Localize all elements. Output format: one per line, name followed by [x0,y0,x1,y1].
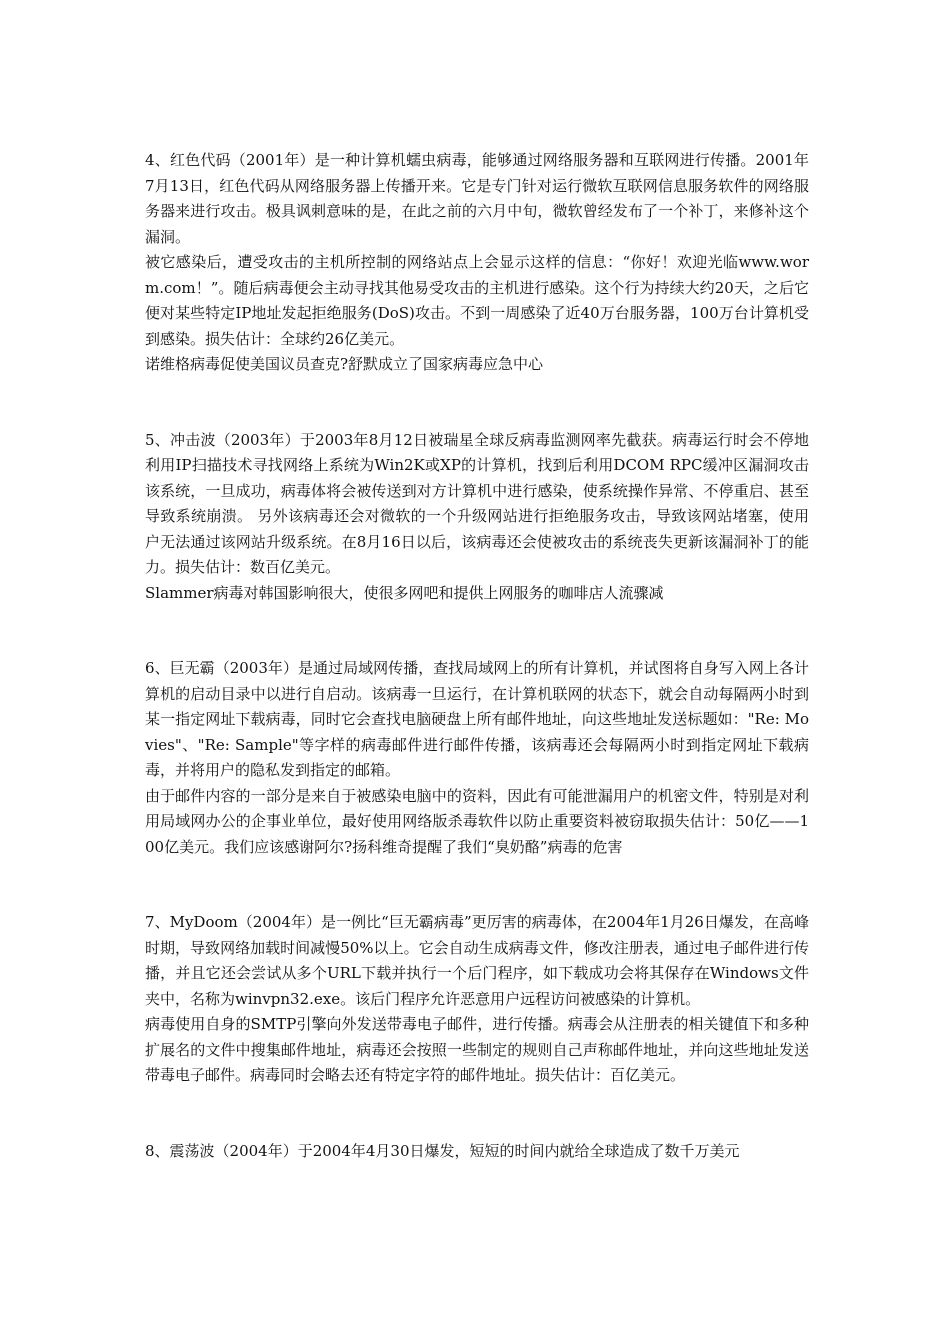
paragraph: 7、MyDoom（2004年）是一例比“巨无霸病毒”更厉害的病毒体，在2004年1月26日爆发，在高峰时期，导致网络加载时间减慢50%以上。它会自动生成病毒文件，修改注册表，通过电子邮件进行传播，并且它还会尝试从多个URL下载并执行一个后门程序，如下载成功会将其保存在Windows文件夹中，名称为winvpn32.exe。该后门程序允许恶意用户远程访问被感染的计算机。 [145,913,809,1008]
section-code-red [145,148,809,378]
paragraph: 被它感染后，遭受攻击的主机所控制的网络站点上会显示这样的信息：“你好！欢迎光临www.worm.com！”。随后病毒便会主动寻找其他易受攻击的主机进行感染。这个行为持续大约20天，之后它便对某些特定IP地址发起拒绝服务(DoS)攻击。不到一周感染了近40万台服务器，100万台计算机受到感染。损失估计：全球约26亿美元。 [145,253,809,348]
paragraph: 由于邮件内容的一部分是来自于被感染电脑中的资料，因此有可能泄漏用户的机密文件，特别是对利用局域网办公的企事业单位，最好使用网络版杀毒软件以防止重要资料被窃取损失估计：50亿——100亿美元。我们应该感谢阿尔?扬科维奇提醒了我们“臭奶酪”病毒的危害 [145,786,809,856]
section-blaster [145,428,809,607]
paragraph: 病毒使用自身的SMTP引擎向外发送带毒电子邮件，进行传播。病毒会从注册表的相关键值下和多种扩展名的文件中搜集邮件地址，病毒还会按照一些制定的规则自己声称邮件地址，并向这些地址发送带毒电子邮件。病毒同时会略去还有特定字符的邮件地址。损失估计：百亿美元。 [145,1015,809,1084]
paragraph: Slammer病毒对韩国影响很大，使很多网吧和提供上网服务的咖啡店人流骤减 [145,583,664,602]
section-mydoom [145,910,809,1089]
paragraph: 诺维格病毒促使美国议员查克?舒默成立了国家病毒应急中心 [145,355,544,373]
section-sasser [145,1139,809,1165]
paragraph: 6、巨无霸（2003年）是通过局域网传播，查找局域网上的所有计算机，并试图将自身写入网上各计算机的启动目录中以进行自启动。该病毒一旦运行，在计算机联网的状态下，就会自动每隔两小时到某一指定网址下载病毒，同时它会查找电脑硬盘上所有邮件地址，向这些地址发送标题如："Re: Movies"、"Re: Sample"等字样的病毒邮件进行邮件传播，该病毒还会每隔两小时到指定网址下载病毒，并将用户的隐私发到指定的邮箱。 [145,659,809,779]
section-sobig [145,656,809,860]
paragraph: 5、冲击波（2003年）于2003年8月12日被瑞星全球反病毒监测网率先截获。病毒运行时会不停地利用IP扫描技术寻找网络上系统为Win2K或XP的计算机，找到后利用DCOM RPC缓冲区漏洞攻击该系统，一旦成功，病毒体将会被传送到对方计算机中进行感染，使系统操作异常、不停重启、甚至导致系统崩溃。 另外该病毒还会对微软的一个升级网站进行拒绝服务攻击，导致该网站堵塞，使用户无法通过该网站升级系统。在8月16日以后，该病毒还会使被攻击的系统丧失更新该漏洞补丁的能力。损失估计：数百亿美元。 [145,430,809,576]
document-body [145,148,809,1164]
paragraph: 8、震荡波（2004年）于2004年4月30日爆发，短短的时间内就给全球造成了数千万美元 [145,1141,740,1160]
paragraph: 4、红色代码（2001年）是一种计算机蠕虫病毒，能够通过网络服务器和互联网进行传播。2001年7月13日，红色代码从网络服务器上传播开来。它是专门针对运行微软互联网信息服务软件的网络服务器来进行攻击。极具讽刺意味的是，在此之前的六月中旬，微软曾经发布了一个补丁，来修补这个漏洞。 [145,151,809,246]
